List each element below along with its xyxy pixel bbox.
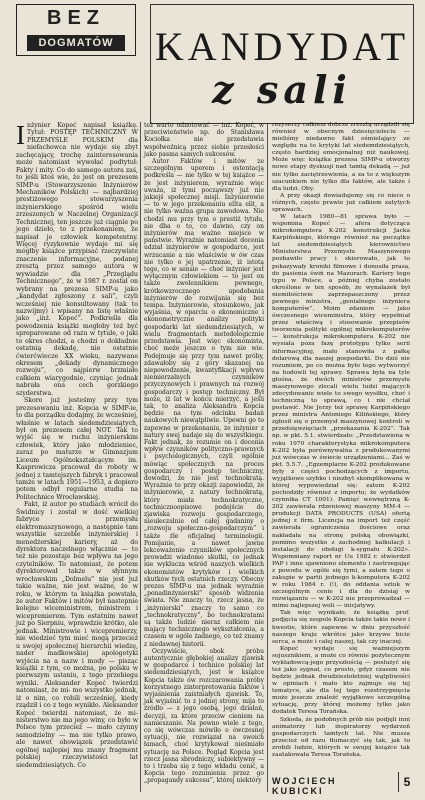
paragraph: Kopeć wydaje się ważniejszym sojusznikiem, a może co równie pożytecznym wykładowcą-jego przyszłością — posłużyć się też jako sygnał, co prosto, gdyż czasem nie będzie jednak dwudziestoletniej wątpliwości w opiniach i mało kto zajmuje się tej tematyce, ale dla tej tego rozstrzygnięcia może jeszcze znaleźć wyjątkowo szczególną sytuację, przy której możemy tylko jako dodatek Teresa Torańska.: [272, 645, 410, 716]
headline-line1: KANDYDAT: [154, 24, 410, 69]
author-signature: WOJCIECH KUBICKI: [272, 776, 337, 796]
paragraph: Tak więc wynikało, że książkę prof. podjęcia się zespole Kopcia także takie nowe i kwestie, które zapewne w dniu przyszłość naszego kraju wkrótce jako krzywe bicie serca, a może i całej naszej, tak czy inaczej.: [272, 610, 410, 645]
page-number: 5: [398, 772, 415, 792]
paragraph: Szkoda, że podobnych prób nie podjęli inni animatorzy lub inspiratorzy wydarzeń gospodarczych tamtych lat. Nie musza przecież od razu tłumaczyć się tak, jak to zrobili ludzie, których w swojej książce tak zaatakowała Teresa Torańska.: [272, 716, 410, 758]
paragraph: A przy okazji dowiadujemy się co nieco o różnych, często prawie już całkiem zatytych sprawach.: [272, 192, 410, 213]
article-column-1: [16, 122, 138, 769]
rubric-top: BEZ: [47, 7, 105, 29]
rubric-bottom: DOGMATÓW: [27, 35, 125, 51]
paragraph: rezyserzy całkiem dobrze zresztą urządzili się również w obecnym dziesięcioleciu — mieliśmy niedawno fakt ośmielający ze względu na to krytyki lat siedemdziesiątych, często bardziej emocjonalnej niż naukowej. Może więc książka prezesa SIMP-u otworzy nowe etapy dyskusji nad tamtą dekadą — już nie tylko zaciętrzewienia, a za to z większym szacunkiem nie tylko dla faktów, ale także i dla ludzi. Oby.: [272, 122, 410, 192]
paragraph: Autor Faktów i mitów ze szczególnym uporem i ostentacją podkreśla — nie tylko w tej książce — że jest inżynierem, wyraźnie więc uważa, iż tymi począwszy już nie jakiejś społecznej misji. Inżynierowie — to w jego przekonaniu elita elit, a nie tylko ważna grupa zawodowa. Nie chodzi mu przy tym o prestiż tytułu, nie dba o to, co dawno, czy on inżynierów ma ważne miejsce w państwie. Wyraźnie natomiast docenia udział inżynierów w gospodarce, jest wrzucanie a nie właściwie w ów czas nie tylko o jej upatrzenie, iż istotą tego, co w sensie — choć inżynier jest wyłącznym człowiekiem — to jest on także zwolennikiem pewnego, krótkowzrocznego upodobania inżynierów do rozwijania się bez tempa. Inżynierowie, stosunkowo, jak wyjaśnia, w oparciu o ekonomiczne i ekonometryczne analizy polityki gospodarki lat siedemdziesiątych, w wielu fragmentach metodologicznie przedstawia. Jest więc ekonomista, choć może jeszcze o tym nie wie. Podejmuje się przy tym nawet próby, zdawałoby się z góry skazanej na niepowodzenie, kwantyfikacji wpływu niemierzalnych czynników przyczynowych i prawnych na rozwój gospodarczy i postęp techniczny. Był może, iż lat w końcu mierzyć, a jeśli tak, to analiza Aleksandra Kopcia będzie na tym odcinku badań naukowych niewątpliwie. Upewni go to zapewne w przekonaniu, że inżynier z natury swej nadaje się do wszystkiego. Fakt jednak, że rozumie on i docenia wpływ czynników polityczno-prawnych i psychologicznych, czyli ogólnie mówiąc społecznych na proces gospodarczy i postęp techniczny, dowodzi, że nie jest technokratą. Wyraźnie to przy okazji zapowiedzi, że inżynierowie, z natury technokratą, który miała technokratyczne, technicznoopisowe podejście do zjawiska rozwoju gospodarczego, nieuleczalnie od całej gadaniny o „rozwoju społeczno-gospodarczym” i także źle oficjalnej terminologii. Pomijanie, a nawet jawne lekceważenie czynników społecznych prowadzi wiadomo skutki, co jednak nie wyklucza wśród naszych wielkich ekonomistów krytyków i wielkich skutków tych ostatnich rzeczy. Obecny prezes SIMP-u ma jednak wyraźnie „ponadinżynierski” sposób widzenia świata. Nie znaczy to, rzecz jasna, że „inżynierski” znaczy to samo co „technokratyczny”, bo technokratami są także ludzie nieraz całkiem nie mający technicznego wykształcenia, a czasem w ogóle żadnego, co też znamy z niedawnej historii.: [144, 158, 264, 648]
paragraph: W latach 1980—81 sprawa było — wspomina Kopeć — afera dotycząca mikrokomputera K-202 konstrukcji Jacka Karpińskiego, którego również na początku lat siedemdziesiątych kierownictwo Ministerstwa Przemysłu Maszynowego pozbawiło pracy i skierowało, jak to pokazywały kroniki filmowe i donosiła prasa, do pasienia świń na Mazurach. Kariery tego typu w Polsce, a później chyba zostało określone w ten sposób, że wynalazek był niemiłościwie zaprzepaszczony przez pewnego ministra, „genialnego inżyniera komputerów”. Moim zdaniem — jako ówczesnego wiceministra, który wypełniał przez właściwą i stosowanie przepisów tworzenia polityki ogólnej mikrokomputerów — konstrukcja mikrokomputera K-202 nie wysiała poza fazę prototypu tylko serii informacyjnej, mało stanowiła z pałkę dolarową dla naszej gospodarki. Do dziś nie rozumiem, po co można było tego wytworzyć na hodowli tej sprawy. Sprawa była na tyle głośna, że dwóch ministrów przemysłu maszynowego zlecali wielu ludzi mających zdecydowanie wiele to swego wysiłku, choć i techniczną to sprawą, co i nie chciał postawić. Nie Jerzy też sprawę Karpińskiego przez ministra Antoniego Kilińskiego, który zgłosił się o przemysł maszynowej kontroli w przedsięwzięciach „przekazania K-202”. Tak np. w pkt. 5.1. stwierdzało: „Przedstawiona w roku 1970 charakterystyka mikrokomputera K-202 była porównywalna z produkowanymi już wówczas w świecie urządzeniami... Zaś w pkt. 5.5.7. „Egzemplarze K-202 produkowane były z części pochodzących z importu, wyjątkowo szybko i niezbyt skomplikowana w której wypowiedział się: zatem K-202 pochodziły również z importu; że wydatków czynnika CT 1001). Pamięć wewnętrzną K-202 zawierała rdzeniowej maszyny MM-4 — produkcji DATA PRODUCTS (USA) ofertą jednej z firm. Licencja na import też część zawierała ograniczenia ilościowe oraz nakładała na stronę polską obowiązki, pomimo wszystko z zachodniej kalkulacji i instalacji do obsługi k-sygnału K-202». Wspomniany raport nr Uu 1982 r. stwierdził PAP i inne ujawniono elementu i zastrzegając z powodu w ogóle się tymi, a zatem tego o zakupie w partii jednego k-komputera K-202 w roku 1984 r. (!), do oddania sztuk w szczególnym cenie i dla do dzisiaj w rozwiązaniu — w K-202 nie przeprowadzał — mimo najlepszej woli — inicjatywy.: [272, 214, 410, 610]
paragraph: Skoro już jesteśmy przy tym prezesowaniu inż. Kopcia w SIMP-ie, to dla porządku dodajmy, że wcześniej, właśnie w latach siedemdziesiątych, był on prezesem całej NOT. Tak to wyjść się w ruchu inżynierskim człowiek, który jako młodzieniec, zaraz po maturze w Gimnazjum Liceum Ogólnokształcącym im. Kasprowicza pracował do roboty w jednej z tamtejszych fabryk i pracował tamże w latach 1951—1953, a dopiero potem odbył regularne studia na Politechnice Wrocławskiej.: [16, 397, 139, 501]
column-rule-right: [267, 124, 268, 792]
article-column-3: [272, 122, 410, 759]
rubric-box: [16, 4, 136, 56]
paragraph: też warto odnotować — inż. Kopeć, w przeciwieństwie np. do Stanisława Kociołka nie przedstawia współwoźnicą przez siebie przesłości jako pasma samych sukcesów.: [144, 122, 264, 158]
title-box: [150, 4, 414, 124]
column-rule-left: [140, 122, 141, 792]
paragraph: Oczywiście, obok próbu autentycznie głębokiej analizy zjawisk w gospodarce i technice polskiej lat siedemdziesiątych, jest w książce Kopcia także ów rozczarowania próby korzystnego zinterpretowania faktów i wyjaśnienia zaistniałych zjawisk. To, jak wyjaśnić to z jednej strony, mija to źródło — z jego osobą, jego działań, decyzji, za które przeciw cieniem na namieszanie. Na pewno wiele z tego, co się wówczas mówiło o ówczesnej sytuacji, nie rozwiązał na swoich łamach, choć krytykował nieśmiało sytuację na Polsce. Pogląd Kopcia jest rzecz jasna sbrodniczy, subiektywny — to i trzeba się z tego wkładu cenić, a Kopcia tego rozumienia przez go „propagandy sukcesu”, której niektóry: [144, 647, 264, 785]
article-column-2: [144, 122, 264, 785]
paragraph: Fakt, iż autor po studiach wrócił do Świdnicy i został w dość wielkiej fabryce przemysłu elektromaszynowego, a następnie tam wszystkie szczeble inżynierskiej i menedżerskiej kariery, aż do dyrektora naczelnego włącznie — to też nie pozostaje bez wpływu na jego czytelników. To natomiast, że potem dyrektorował także w słynnym wrocławskim „Dolmelu” nie jest już takie ważne, nie jest ważne, że w roku, w którym ta książka powstała, że autor Faktów i mitów był nastepnie kolejno wiceministrem, ministrem i wicepremierem. Tym ostatnim nawet już po Sierpniu, wprawdzie krótko, ale jednak. Ministrowie i wicepremierzy, nie wiedzieć tym mieć mogą przecież u swojej społecznej hierarchii wiedzę, nader madkowskiej apologetyki wyjścia na a nazw i mody — pisząc książki z tym, co można, po polsku w pierwszym ustaniu, z tego przebiegu wyniki. Aleksander Kopeć twierdzi natomiast, że mi- mo wszystko jednak, iż o nim, co robili wcześniej, kiedy rządził i co z tego wynikło. Aleksander Kopeć twierdzi natomiast, że mi- nisterstwo nie ma jego winy, co było w Polsce tym przecież — mało czynny samodzielny — ma nie tylko prawo, ale nawet obowiązek przedstawić ogólnej najlepiej mu znany fragment polskiej rzeczywistości lat siedemdziesiątych. Co: [16, 501, 138, 769]
paragraph: [16, 122, 138, 397]
paragraph-text: nżynier Kopeć napisał książkę. Tytuł: POSTĘP TECHNICZNY W PRZEMYŚLE POLSKIM dla niefachowca nie wydaje się zbyt zachęcający, trochę zainteresowania może natomiast wywołać podtytuł: Fakty i mity. Co do samego autora zaś, to jeśli ktoś wie, że jest on prezesem SIMP-u (Stowarzyszenie Inżynierów Mechaników Polskich) — najbardziej prestiżowego stowarzyszenia inżynierskiego spośród wielu zrzeszonych w Naczelnej Organizacji Technicznej, ten jeszcze już ciągnie po jego dzieło, to z przekonaniem, że napisał je człowiek kompetentny. Więcej ryzykownie wydaje mi się mógłby książce przypisać rzeczywiste znaczenie informacyjne, podanej zresztą przez samego autora w wywiadzie dla „Przeglądu Technicznego”, że w 1987 r. został on wybrany na prezesa SIMP-u jako „kandydat zgłoszony z sali”, czyli wcześniej nie konsultowany (tak to nazwijmy) i wpisany na listę właśnie jako „inż. Kopeć”. Podkreśla dla powodzenia książki mogłoby też być spreparowane od razu w tytule, o jaki to okres chodzi, a chodzi o dokładnie ostatnią dekadę, nie ostatnie ćwierćwiecze XX wieku, nazywane okresem „dekady dynamicznego rozwoju”, co najpierw brzmiało całkiem wiarygodnie, czyniąc jednak nabrała ona cech gorzkiego szyderstwa.: [16, 122, 138, 397]
dropcap: I: [16, 120, 25, 150]
headline-line2: z sali: [212, 67, 352, 112]
